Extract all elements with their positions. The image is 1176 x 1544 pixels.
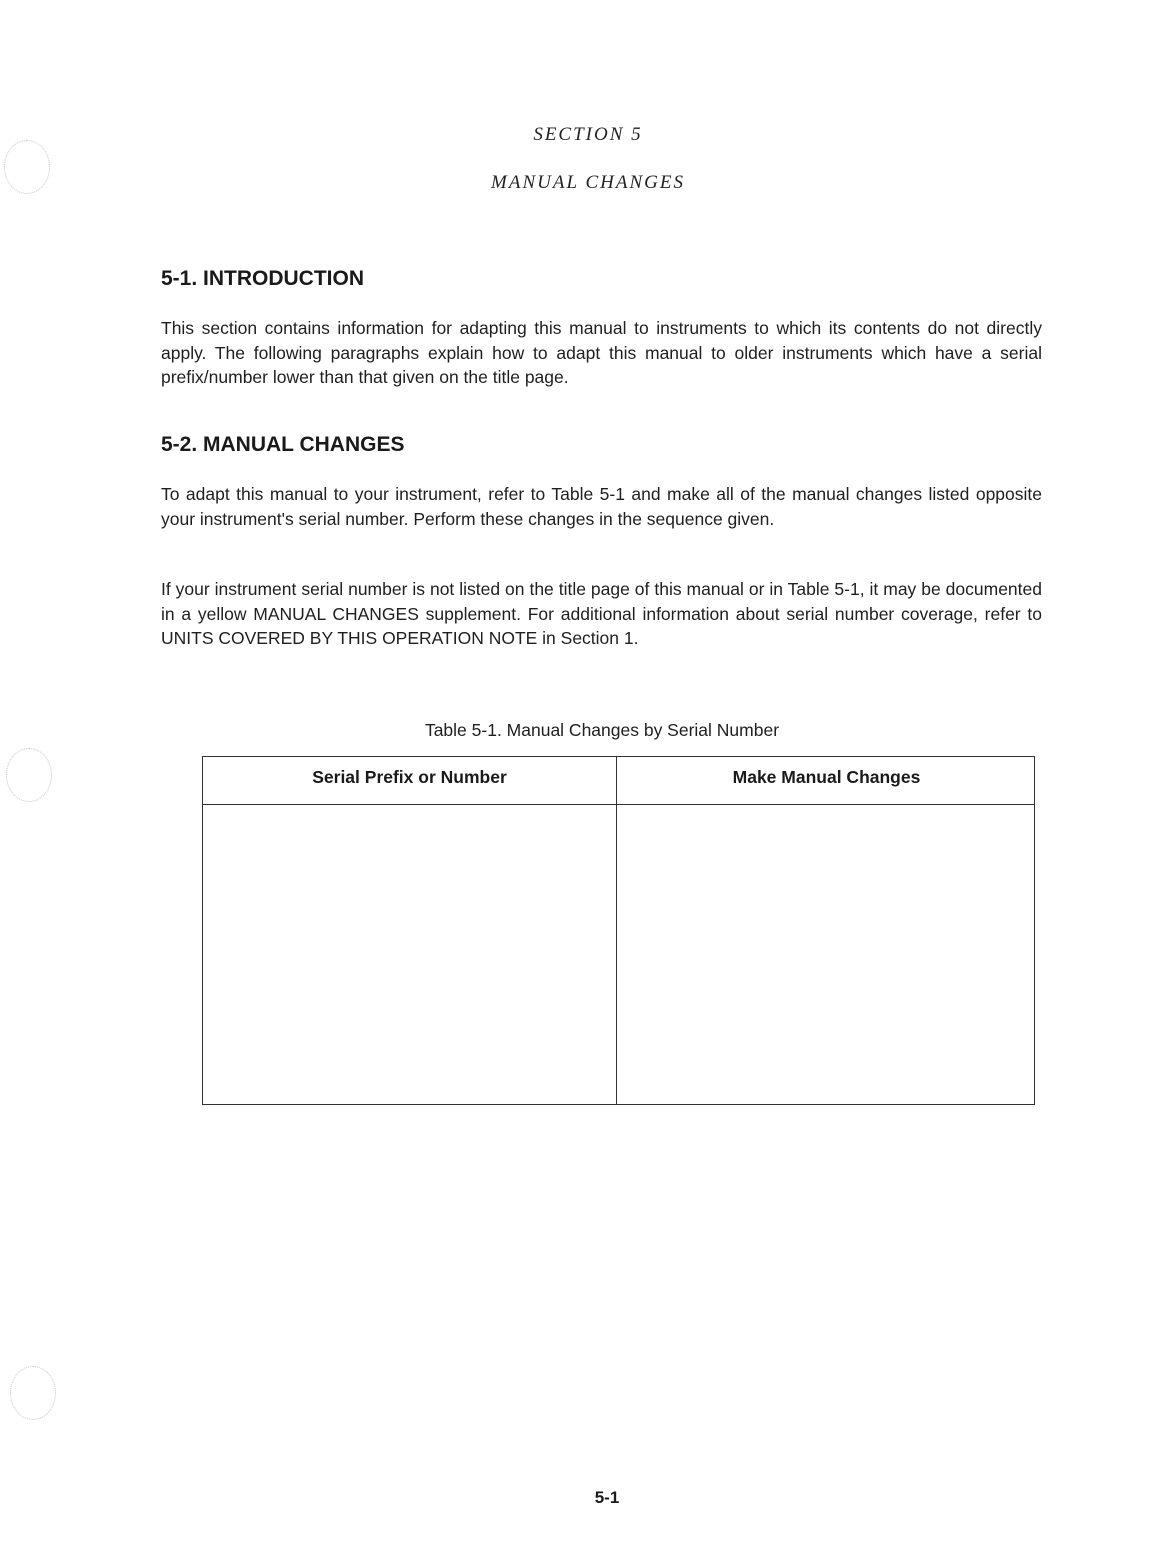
punch-hole-middle xyxy=(6,748,52,802)
table-header-changes: Make Manual Changes xyxy=(732,767,921,787)
table-column-divider xyxy=(616,757,617,1104)
punch-hole-bottom xyxy=(10,1366,56,1420)
table-header-divider xyxy=(203,804,1034,805)
table-header-serial: Serial Prefix or Number xyxy=(312,767,507,787)
section-label: SECTION 5 xyxy=(533,124,643,145)
intro-paragraph: This section contains information for adapting this manual to instruments to which its contents do not directly apply. The following paragraphs explain how to adapt this manual to older instruments which have a serial prefix/number lower than that given on the title page. xyxy=(161,318,1042,387)
manual-changes-paragraph-2: If your instrument serial number is not listed on the title page of this manual or in Table 5-1, it may be documented in a yellow MANUAL CHANGES supplement. For additional information about serial number coverage, refer to UNITS COVERED BY THIS OPERATION NOTE in Section 1. xyxy=(161,579,1042,648)
manual-changes-heading: 5-2. MANUAL CHANGES xyxy=(161,433,405,456)
table-caption: Table 5-1. Manual Changes by Serial Number xyxy=(424,720,780,740)
page-number: 5-1 xyxy=(594,1488,620,1507)
intro-heading: 5-1. INTRODUCTION xyxy=(161,267,365,290)
manual-changes-table xyxy=(202,756,1035,1105)
manual-changes-paragraph-1: To adapt this manual to your instrument, refer to Table 5-1 and make all of the manual changes listed opposite your instrument's serial number. Perform these changes in the sequence given. xyxy=(161,484,1042,529)
section-title: MANUAL CHANGES xyxy=(491,172,685,193)
